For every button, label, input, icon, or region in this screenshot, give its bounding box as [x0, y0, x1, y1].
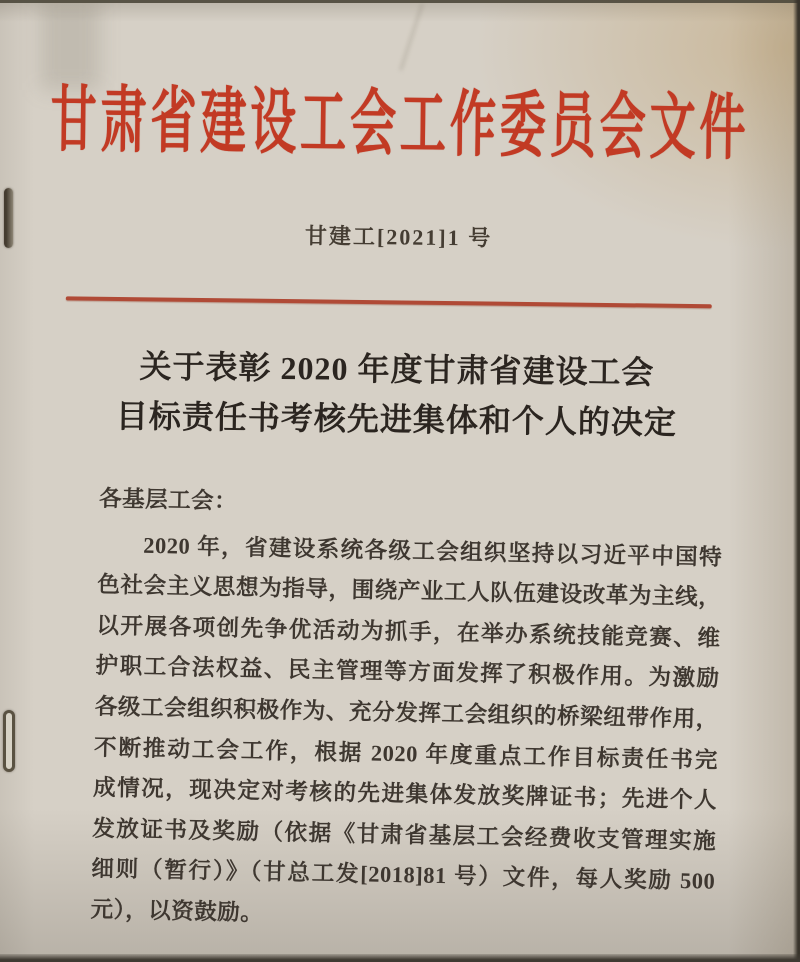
- body-closing-line: 元），以资鼓励。: [90, 896, 264, 926]
- red-header-title: 甘肃省建设工会工作委员会文件: [50, 80, 750, 169]
- body-line: 各级工会组织积极作为、充分发挥工会组织的桥梁纽带作用，: [94, 693, 719, 732]
- body-line: 发放证书及奖励（依据《甘肃省基层工会经费收支管理实施: [92, 815, 717, 854]
- body-line: 以开展各项创先争优活动为抓手，在举办系统技能竞赛、维: [96, 612, 721, 651]
- body-line: 护职工合法权益、民主管理等方面发挥了积极作用。为激励: [95, 653, 720, 692]
- document-title: [0, 340, 797, 450]
- body-line: 细则（暂行）》（甘总工发[2018]81 号）文件，每人奖励 500: [91, 856, 716, 895]
- document-title-line1: 关于表彰 2020 年度甘肃省建设工会: [139, 348, 655, 391]
- body-line: 2020 年，省建设系统各级工会组织坚持以习近平中国特: [142, 532, 723, 570]
- salutation-line: 各基层工会：: [98, 485, 238, 514]
- red-divider-line: [66, 296, 712, 308]
- body-line: 成情况，现决定对考核的先进集体发放奖牌证书；先进个人: [92, 774, 718, 813]
- body-line: 色社会主义思想为指导，围绕产业工人队伍建设改革为主线，: [97, 571, 722, 611]
- body-line: 不断推动工会工作，根据 2020 年度重点工作目标责任书完: [93, 734, 719, 773]
- document-title-line2: 目标责任书考核先进集体和个人的决定: [115, 397, 678, 441]
- doc-number: 甘建工[2021]1 号: [304, 223, 493, 251]
- document-body: [90, 479, 723, 944]
